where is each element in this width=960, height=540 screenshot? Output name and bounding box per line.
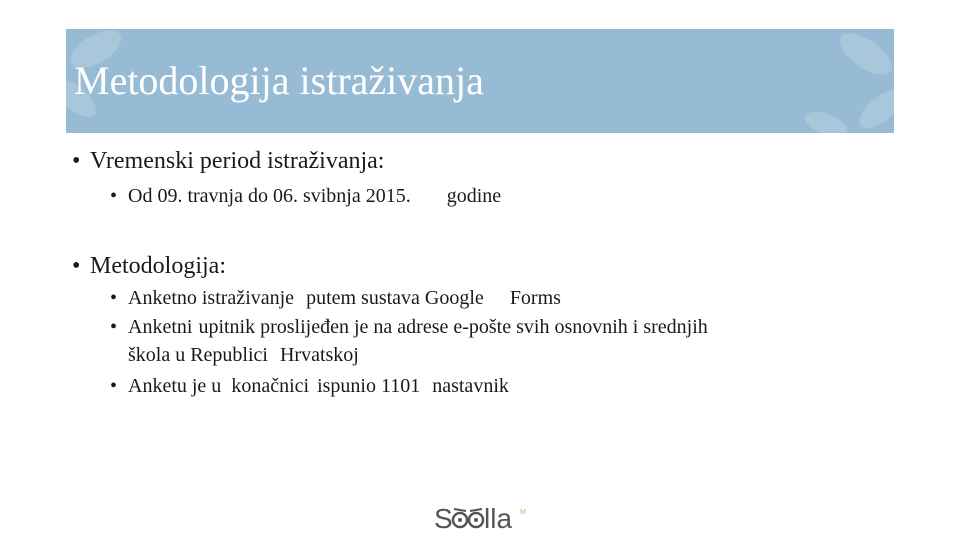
sub-text: ispunio 1101	[317, 375, 421, 397]
logo-s: S	[434, 503, 453, 534]
sub-text: konačnici	[231, 375, 310, 397]
sub-text: putem sustava Google	[306, 287, 484, 309]
bullet-marker: •	[110, 316, 118, 338]
scolla-logo	[432, 500, 532, 534]
slide-title: Metodologija istraživanja	[74, 58, 484, 103]
bullet-marker: •	[110, 375, 118, 397]
bullet-text: Metodologija:	[90, 253, 226, 279]
bullet-period	[72, 148, 384, 175]
sub-text: Hrvatskoj	[279, 344, 359, 366]
sub-bullet-questionnaire-cont	[128, 344, 359, 367]
sub-text: škola u Republici	[128, 344, 268, 366]
bullet-marker: •	[72, 148, 81, 174]
sub-text: Anketni	[128, 316, 193, 338]
sub-text: Anketu je u	[128, 375, 222, 397]
sub-text: nastavnik	[432, 375, 509, 397]
sub-bullet-dates	[110, 185, 501, 208]
sub-text: Anketno istraživanje	[128, 287, 295, 309]
sub-text: upitnik proslijeđen je na adrese e-pošte svih osnovnih i srednjih	[198, 316, 708, 338]
bullet-text: Vremenski period istraživanja:	[90, 148, 385, 174]
bullet-methodology	[72, 253, 226, 280]
bullet-marker: •	[110, 185, 118, 207]
bullet-marker: •	[72, 253, 81, 279]
bullet-marker: •	[110, 287, 118, 309]
sub-bullet-survey	[110, 287, 561, 310]
title-bar	[66, 29, 894, 133]
sub-text: godine	[446, 185, 502, 207]
logo-la: lla	[484, 503, 513, 534]
sub-text: Od 09. travnja do 06. svibnja 2015.	[128, 185, 411, 207]
sub-text: Forms	[509, 287, 561, 309]
sub-bullet-respondents	[110, 375, 509, 398]
sub-bullet-questionnaire	[110, 316, 708, 339]
logo-superscript: M	[520, 509, 526, 516]
